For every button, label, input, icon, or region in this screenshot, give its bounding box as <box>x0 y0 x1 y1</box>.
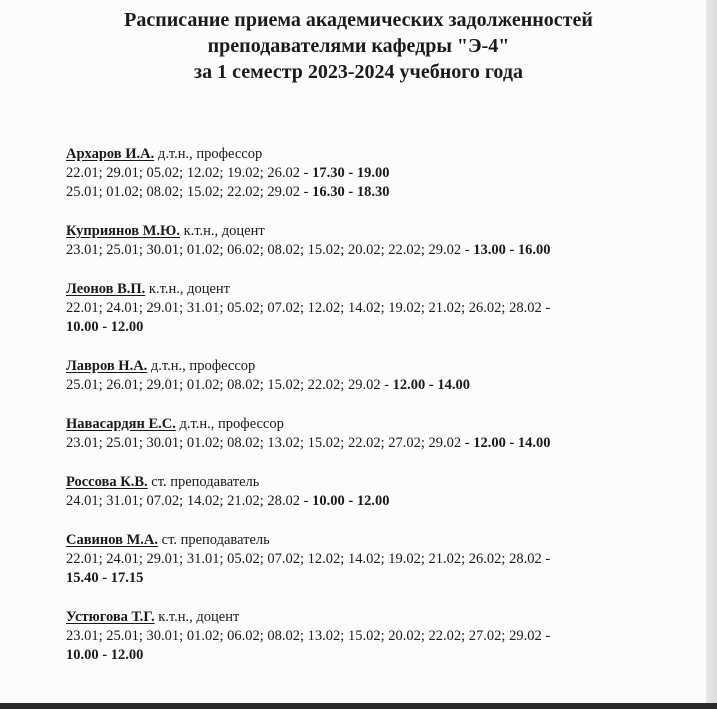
teacher-position: д.т.н., профессор <box>147 358 256 374</box>
teacher-header <box>66 473 666 492</box>
teacher-header <box>66 280 666 299</box>
teacher-header <box>66 531 666 550</box>
schedule-line <box>66 569 666 588</box>
schedule-dates: 23.01; 25.01; 30.01; 01.02; 08.02; 13.02; 15.02; 22.02; 27.02; 29.02 - <box>66 435 474 451</box>
teacher-position: к.т.н., доцент <box>154 609 240 625</box>
teacher-name: Савинов М.А. <box>66 532 159 548</box>
schedule-time: 10.00 - 12.00 <box>312 493 390 509</box>
schedule-list <box>66 145 666 685</box>
title-line-1: Расписание приема академических задолженностей <box>124 9 593 31</box>
teacher-position: к.т.н., доцент <box>145 281 231 297</box>
teacher-header <box>66 357 666 376</box>
schedule-line <box>66 183 666 202</box>
schedule-line <box>66 299 666 318</box>
schedule-time: 15.40 - 17.15 <box>66 570 144 586</box>
schedule-time: 10.00 - 12.00 <box>66 647 144 663</box>
schedule-dates: 24.01; 31.01; 07.02; 14.02; 21.02; 28.02 - <box>66 493 313 509</box>
schedule-time: 13.00 - 16.00 <box>473 242 551 258</box>
schedule-line <box>66 434 666 453</box>
teacher-name: Куприянов М.Ю. <box>66 223 180 239</box>
teacher-position: д.т.н., профессор <box>154 146 263 162</box>
schedule-line <box>66 376 666 395</box>
schedule-line <box>66 627 666 646</box>
schedule-dates: 23.01; 25.01; 30.01; 01.02; 06.02; 08.02; 15.02; 20.02; 22.02; 29.02 - <box>66 242 474 258</box>
teacher-position: ст. преподаватель <box>158 532 270 548</box>
teacher-entry-kupriyanov <box>66 222 666 260</box>
title-line-2: преподавателями кафедры "Э-4" <box>207 35 510 57</box>
teacher-position: к.т.н., доцент <box>179 223 265 239</box>
schedule-time: 17.30 - 19.00 <box>312 165 390 181</box>
schedule-dates: 22.01; 24.01; 29.01; 31.01; 05.02; 07.02; 12.02; 14.02; 19.02; 21.02; 26.02; 28.02 - <box>66 300 551 316</box>
title-line-3: за 1 семестр 2023-2024 учебного года <box>194 61 523 83</box>
scan-bottom-edge <box>0 703 717 709</box>
teacher-name: Лавров Н.А. <box>66 358 148 374</box>
schedule-dates: 22.01; 24.01; 29.01; 31.01; 05.02; 07.02; 12.02; 14.02; 19.02; 21.02; 26.02; 28.02 - <box>66 551 551 567</box>
schedule-line <box>66 318 666 337</box>
schedule-dates: 22.01; 29.01; 05.02; 12.02; 19.02; 26.02 - <box>66 165 313 181</box>
schedule-line <box>66 646 666 665</box>
teacher-header <box>66 145 666 164</box>
teacher-entry-navasardyan <box>66 415 666 453</box>
teacher-name: Россова К.В. <box>66 474 148 490</box>
schedule-time: 12.00 - 14.00 <box>473 435 551 451</box>
teacher-entry-arkharov <box>66 145 666 202</box>
teacher-entry-savinov <box>66 531 666 588</box>
schedule-time: 10.00 - 12.00 <box>66 319 144 335</box>
teacher-name: Устюгова Т.Г. <box>66 609 155 625</box>
teacher-entry-rossova <box>66 473 666 511</box>
teacher-name: Леонов В.П. <box>66 281 146 297</box>
teacher-name: Архаров И.А. <box>66 146 155 162</box>
schedule-time: 16.30 - 18.30 <box>312 184 390 200</box>
teacher-entry-leonov <box>66 280 666 337</box>
schedule-time: 12.00 - 14.00 <box>392 377 470 393</box>
teacher-entry-lavrov <box>66 357 666 395</box>
scan-right-edge <box>706 0 717 709</box>
document-title <box>0 7 717 85</box>
schedule-line <box>66 241 666 260</box>
schedule-line <box>66 164 666 183</box>
teacher-position: ст. преподаватель <box>147 474 260 490</box>
teacher-header <box>66 415 666 434</box>
teacher-header <box>66 608 666 627</box>
schedule-dates: 25.01; 26.01; 29.01; 01.02; 08.02; 15.02; 22.02; 29.02 - <box>66 377 393 393</box>
schedule-line <box>66 492 666 511</box>
schedule-dates: 25.01; 01.02; 08.02; 15.02; 22.02; 29.02 - <box>66 184 313 200</box>
teacher-position: д.т.н., профессор <box>175 416 284 432</box>
schedule-line <box>66 550 666 569</box>
teacher-header <box>66 222 666 241</box>
teacher-entry-ustyugova <box>66 608 666 665</box>
teacher-name: Навасардян Е.С. <box>66 416 176 432</box>
schedule-dates: 23.01; 25.01; 30.01; 01.02; 06.02; 08.02; 13.02; 15.02; 20.02; 22.02; 27.02; 29.02 - <box>66 628 551 644</box>
